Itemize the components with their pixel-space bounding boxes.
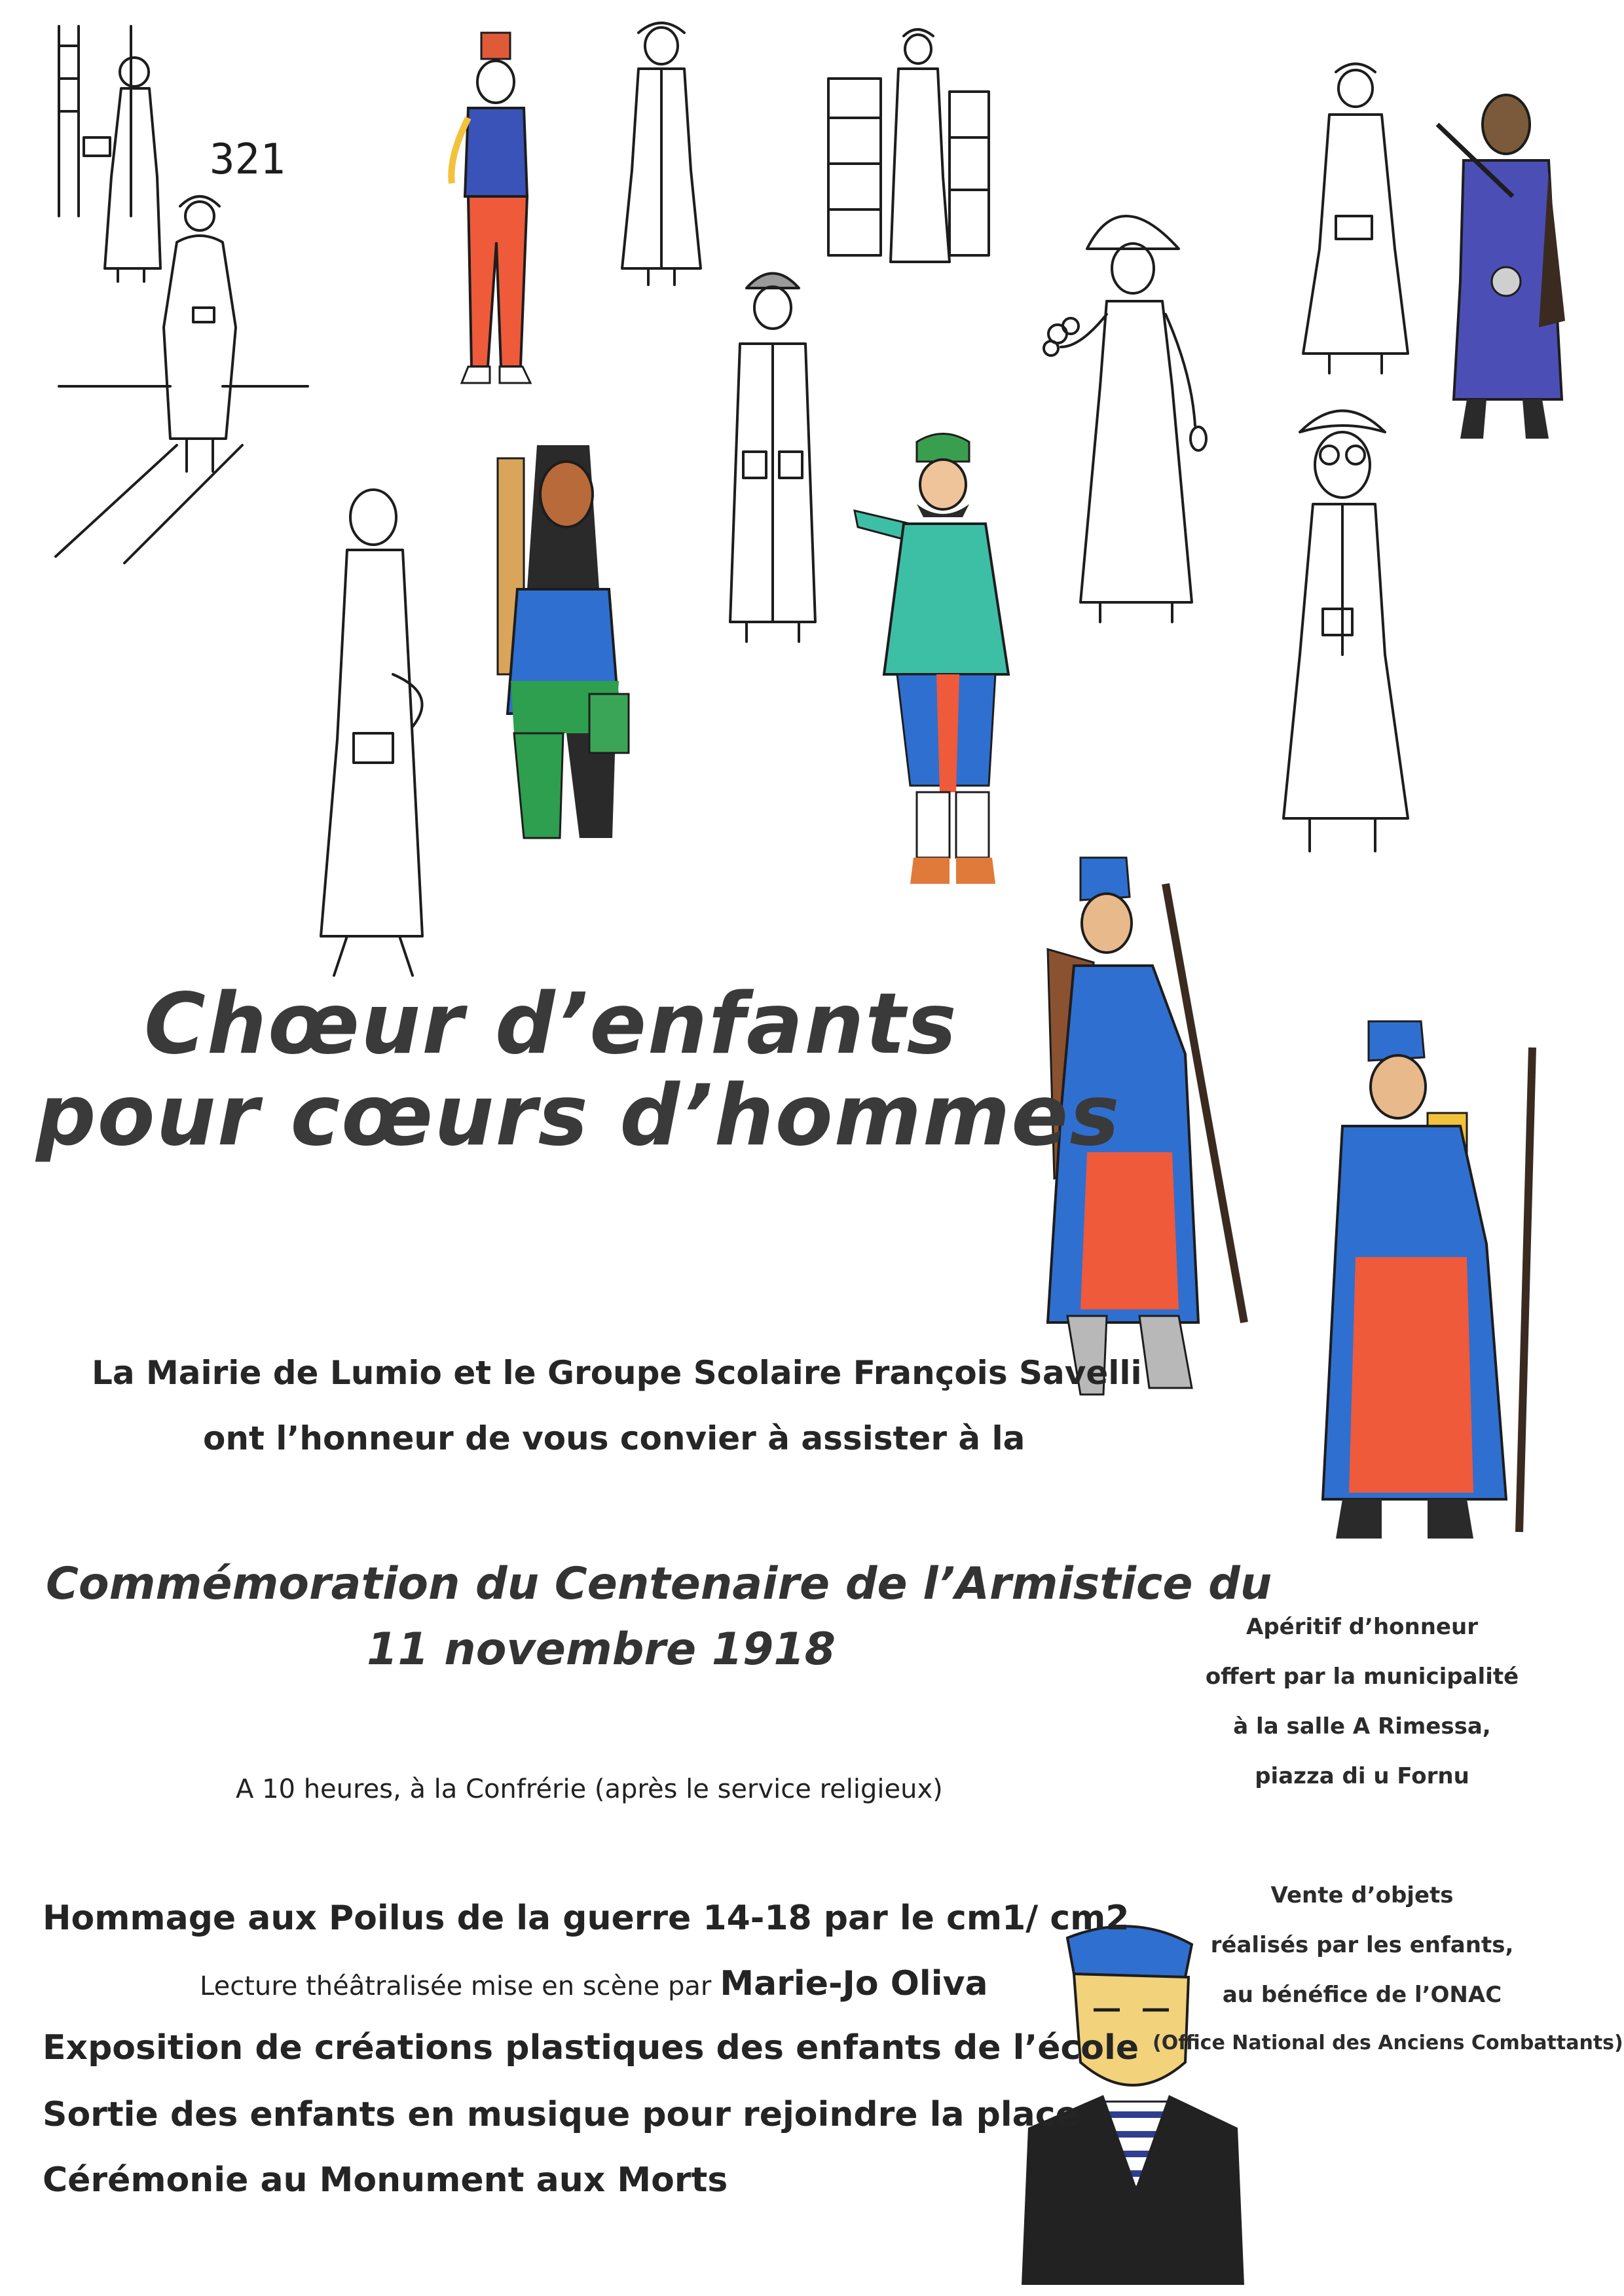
- sale-line1: Vente d’objets: [1270, 1882, 1454, 1908]
- sale-line3: au bénéfice de l’ONAC: [1222, 1982, 1502, 2008]
- page-title-line2: pour cœurs d’hommes: [36, 1067, 1121, 1165]
- poilus-soldiers-drawing: [1035, 851, 1572, 1571]
- event-title-line1: Commémoration du Centenaire de l’Armistice du: [46, 1558, 1272, 1610]
- event-title-line2: 11 novembre 1918: [367, 1624, 836, 1675]
- aperitif-line3: à la salle A Rimessa,: [1233, 1713, 1491, 1740]
- program-item-sortie: Sortie des enfants en musique pour rejoindre la place: [43, 2095, 1079, 2134]
- sale-line4: (Office National des Anciens Combattants): [1153, 2032, 1623, 2054]
- saluting-soldier-drawing: [845, 426, 1061, 897]
- invitation-line2: ont l’honneur de vous convier à assister à la: [203, 1419, 1025, 1457]
- woman-flowers-drawing: [1041, 177, 1238, 635]
- woman-hat-drawing: [609, 7, 714, 295]
- event-time-place: A 10 heures, à la Confrérie (après le service religieux): [236, 1774, 943, 1804]
- aperitif-line2: offert par la municipalité: [1205, 1664, 1519, 1690]
- program-item-ceremonie: Cérémonie au Monument aux Morts: [43, 2160, 728, 2200]
- invitation-line1: La Mairie de Lumio et le Groupe Scolaire François Savelli: [92, 1354, 1142, 1392]
- colorful-soldier-drawing: [458, 432, 668, 877]
- station-women-drawing: [46, 20, 321, 576]
- program-item-hommage: Hommage aux Poilus de la guerre 14-18 par le cm1/ cm2: [43, 1899, 1130, 1938]
- aperitif-line1: Apéritif d’honneur: [1246, 1614, 1478, 1640]
- nurse-drawing: [1257, 393, 1434, 864]
- program-reading: [200, 1964, 988, 2003]
- page-title-line1: Chœur d’enfants: [144, 975, 958, 1073]
- woman-handbag-drawing: [295, 478, 465, 989]
- woman-cap-coat-drawing: [707, 255, 838, 661]
- sale-block: [1153, 1882, 1623, 2071]
- aperitif-block: [1153, 1614, 1572, 1813]
- program-reading-name: Marie-Jo Oliva: [720, 1964, 988, 2003]
- sale-line2: réalisés par les enfants,: [1210, 1932, 1514, 1958]
- station-platform-number: 321: [210, 136, 286, 184]
- aperitif-line4: piazza di u Fornu: [1255, 1763, 1469, 1789]
- zouave-soldier-drawing: [432, 26, 563, 393]
- program-reading-prefix: Lecture théâtralisée mise en scène par: [200, 1971, 712, 2001]
- factory-woman-drawing: [825, 13, 995, 275]
- woman-apron-drawing: [1283, 52, 1428, 380]
- program-item-exposition: Exposition de créations plastiques des enfants de l’école: [43, 2028, 1139, 2068]
